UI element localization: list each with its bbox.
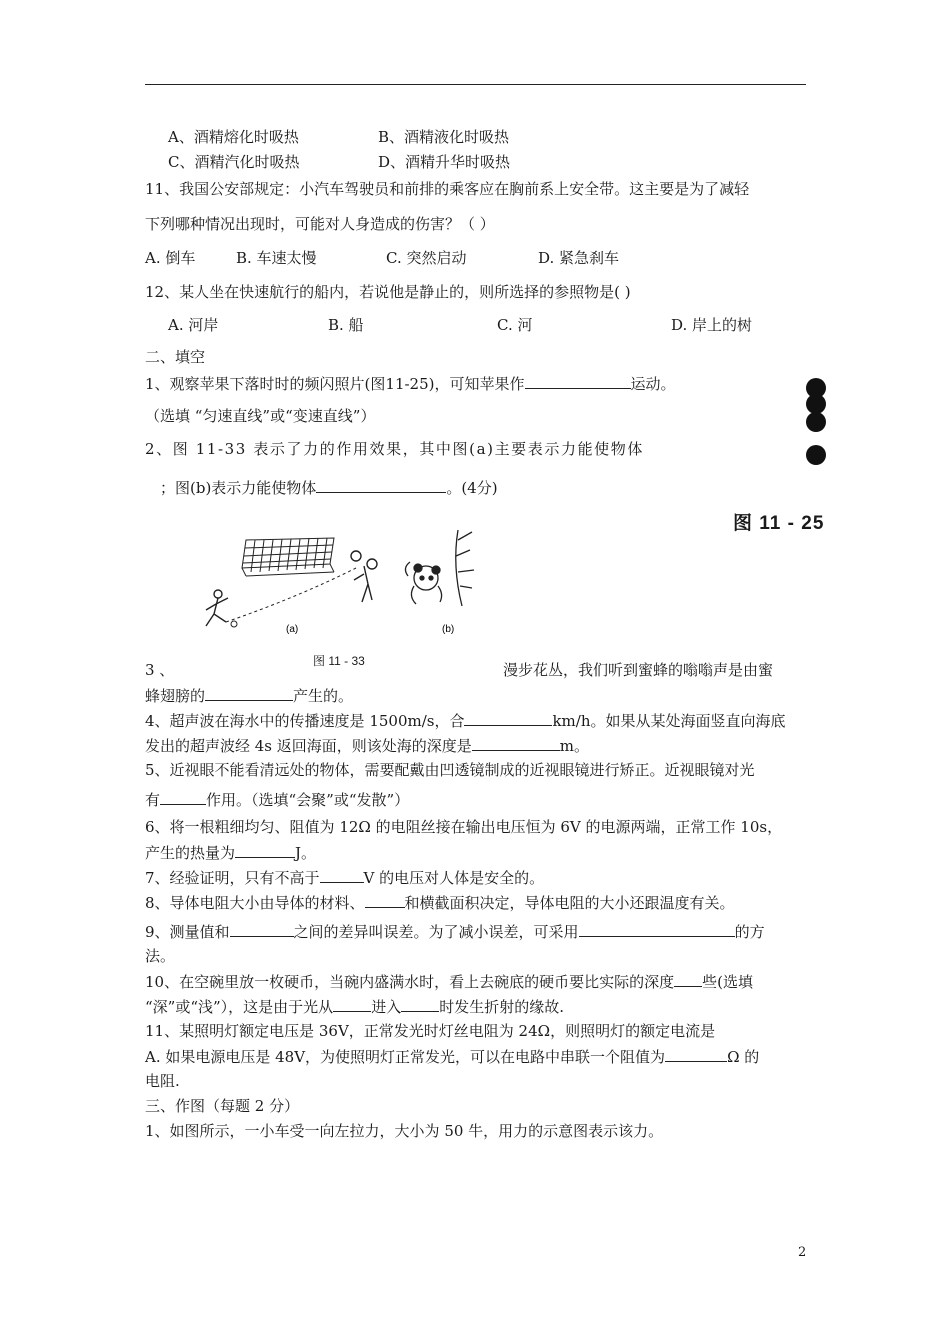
fill7-blank[interactable] (320, 868, 364, 883)
fill5-line2 (145, 790, 409, 809)
fill2-line2 (160, 478, 498, 497)
fill11-text-b: Ω 的 (727, 1048, 760, 1066)
fill3-text-tail: 漫步花丛，我们听到蜜蜂的嗡嗡声是由蜜 (503, 661, 774, 679)
fill8-text-a: 8、导体电阻大小由导体的材料、 (145, 894, 365, 912)
drawing1-text: 1、如图所示，一小车受一向左拉力，大小为 50 牛，用力的示意图表示该力。 (145, 1122, 664, 1140)
fill5-text-a: 有 (145, 791, 161, 809)
fill1-blank[interactable] (525, 374, 631, 389)
fig-label-a: (a) (286, 624, 299, 635)
fill4-line2 (145, 736, 589, 755)
section2-heading: 二、填空 (145, 348, 206, 366)
soccer-ball (231, 621, 237, 627)
option-c-q10: C、酒精汽化时吸热 (168, 153, 300, 171)
fill7-text-a: 7、经验证明，只有不高于 (145, 869, 320, 887)
fill2-line1: 2、图 11-33 表示了力的作用效果，其中图(a)主要表示力能使物体 (145, 440, 644, 458)
q11-option-c: C. 突然启动 (386, 249, 467, 267)
fig-11-33-illustration (196, 526, 501, 638)
apple-dot-2 (806, 394, 826, 414)
fill9-blank-1[interactable] (230, 922, 294, 937)
q11-option-a: A. 倒车 (145, 249, 196, 267)
fig-11-33-caption: 图 11 - 33 (313, 654, 365, 668)
q11-stem-line2: 下列哪种情况出现时，可能对人身造成的伤害？（ ） (145, 215, 495, 233)
fill10-text-c: “深”或“浅”），这是由于光从 (145, 998, 334, 1016)
fill6-line1: 6、将一根粗细均匀、阻值为 12Ω 的电阻丝接在输出电压恒为 6V 的电源两端，正常工作 10s， (145, 818, 783, 836)
q12-stem: 12、某人坐在快速航行的船内，若说他是静止的，则所选择的参照物是( ) (145, 283, 631, 301)
fill3-text-a: 蜂翅膀的 (145, 687, 206, 705)
fill8-line (145, 893, 735, 912)
kicker-figure (206, 590, 228, 626)
apple-dot-3 (806, 412, 826, 432)
fill5-text-b: 作用。（选填“会聚”或“发散”） (206, 791, 410, 809)
fill10-line2 (145, 997, 564, 1016)
fill4-text-b: km/h。如果从某处海面竖直向海底 (552, 712, 786, 730)
fill9-text-b: 之间的差异叫误差。为了减小误差，可采用 (293, 923, 579, 941)
fill10-text-a: 10、在空碗里放一枚硬币，当碗内盛满水时，看上去碗底的硬币要比实际的深度 (145, 973, 675, 991)
fill9-text-c: 的方 (734, 923, 765, 941)
fill3-text-b: 产生的。 (293, 687, 354, 705)
q12-option-a: A. 河岸 (168, 316, 219, 334)
fill11-line3: 电阻. (145, 1072, 180, 1090)
fill5-line1: 5、近视眼不能看清远处的物体，需要配戴由凹透镜制成的近视眼镜进行矫正。近视眼镜对光 (145, 761, 755, 779)
fill9-line1 (145, 922, 765, 941)
fill6-text-a: 产生的热量为 (145, 844, 236, 862)
apple-dot-4 (806, 445, 826, 465)
fill4-blank-2[interactable] (472, 736, 560, 751)
fill10-blank-2[interactable] (333, 997, 371, 1012)
fill2-text-b: 。(4分) (446, 479, 498, 497)
fill1-hint: （选填 “匀速直线”或“变速直线”） (145, 407, 376, 425)
fill1-text-b: 运动。 (630, 375, 676, 393)
fill9-blank-2[interactable] (579, 922, 735, 937)
fig-11-25-caption: 图 11 - 25 (733, 513, 825, 534)
fill10-text-e: 时发生折射的缘故. (439, 998, 564, 1016)
q12-option-c: C. 河 (497, 316, 533, 334)
fill6-text-b: J。 (295, 844, 317, 862)
fill11-line2 (145, 1047, 759, 1066)
fill1-line1 (145, 374, 676, 393)
fill2-blank[interactable] (316, 478, 446, 493)
fill10-line1 (145, 972, 753, 991)
section3-heading: 三、作图（每题 2 分） (145, 1097, 300, 1115)
fill1-text-a: 1、观察苹果下落时时的频闪照片(图11-25)，可知苹果作 (145, 375, 525, 393)
fill6-line2 (145, 843, 316, 862)
fill2-text-a: ；图(b)表示力能使物体 (160, 479, 317, 497)
fill3-line2 (145, 686, 353, 705)
fill4-text-a: 4、超声波在海水中的传播速度是 1500m/s，合 (145, 712, 465, 730)
fill3-number: 3 、 (145, 661, 175, 679)
fill4-blank-1[interactable] (464, 711, 552, 726)
q11-stem-line1: 11、我国公安部规定：小汽车驾驶员和前排的乘客应在胸前系上安全带。这主要是为了减轻 (145, 180, 750, 198)
q11-option-d: D. 紧急刹车 (538, 249, 620, 267)
fill7-text-b: V 的电压对人体是安全的。 (363, 869, 545, 887)
fill4-line1 (145, 711, 786, 730)
fill3-blank[interactable] (205, 686, 293, 701)
fig-11-25-strobe-dots (800, 378, 834, 470)
fill10-blank-3[interactable] (401, 997, 439, 1012)
fill8-blank[interactable] (365, 893, 405, 908)
panda-bamboo-figure (405, 530, 474, 606)
fill8-text-b: 和横截面积决定，导体电阻的大小还跟温度有关。 (404, 894, 735, 912)
fill7-line (145, 868, 544, 887)
option-b-q10: B、酒精液化时吸热 (378, 128, 510, 146)
option-d-q10: D、酒精升华时吸热 (378, 153, 511, 171)
fill4-text-d: m。 (559, 737, 590, 755)
option-a-q10: A、酒精熔化时吸热 (168, 128, 299, 146)
fill11-blank[interactable] (665, 1047, 727, 1062)
fill6-blank[interactable] (235, 843, 295, 858)
fill11-line1: 11、某照明灯额定电压是 36V，正常发光时灯丝电阻为 24Ω，则照明灯的额定电流是 (145, 1022, 716, 1040)
q12-option-d: D. 岸上的树 (671, 316, 753, 334)
fill9-text-a: 9、测量值和 (145, 923, 230, 941)
goalkeeper-figure (351, 551, 377, 602)
fig-label-b: (b) (442, 624, 455, 635)
fill11-text-a: A. 如果电源电压是 48V，为使照明灯正常发光，可以在电路中串联一个阻值为 (145, 1048, 666, 1066)
fill5-blank[interactable] (160, 790, 206, 805)
page-number: 2 (798, 1245, 807, 1260)
soccer-goal-net (242, 538, 334, 576)
q11-option-b: B. 车速太慢 (236, 249, 317, 267)
q12-option-b: B. 船 (328, 316, 364, 334)
fill10-blank-1[interactable] (674, 972, 702, 987)
fill10-text-d: 进入 (371, 998, 402, 1016)
header-rule (145, 84, 806, 85)
fill9-line2: 法。 (145, 947, 176, 965)
fill10-text-b: 些(选填 (702, 973, 753, 991)
fill4-text-c: 发出的超声波经 4s 返回海面，则该处海的深度是 (145, 737, 472, 755)
